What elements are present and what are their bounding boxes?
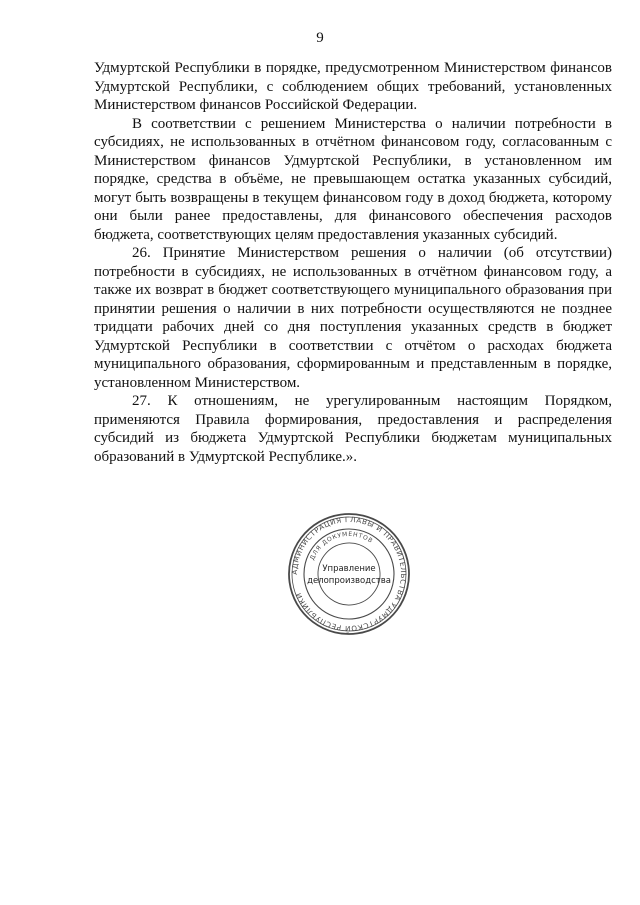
page-number: 9 <box>316 30 324 46</box>
paragraph-item-26: 26. Принятие Министерством решения о наличии (об отсутствии) потребности в субсидиях, не использованных в отчётном финансовом году, а также их возврат в бюджет соответствующего муниципального образования при принятии решения о наличии в них потребности осуществляются не позднее тридцати рабочих дней со дня поступления указанных средств в бюджет Удмуртской Республики в соответствии с отчётом о расходах бюджета муниципального образования, сформированным и представленным в порядке, установленном Министерством. <box>94 245 612 391</box>
seal-inner-circle <box>314 539 384 609</box>
seal-inner-text: ДЛЯ ДОКУМЕНТОВ <box>308 530 375 562</box>
seal-outer-text: АДМИНИСТРАЦИЯ ГЛАВЫ И ПРАВИТЕЛЬСТВА УДМУРТСКОЙ РЕСПУБЛИКИ <box>289 514 409 634</box>
seal-center-line-2: делопроизводства <box>307 576 391 586</box>
seal-center-line-1: Управление <box>322 564 376 574</box>
seal-outer-inner-circle <box>286 511 412 637</box>
seal-outer-circle <box>286 511 412 637</box>
document-body <box>94 59 612 466</box>
seal-graphic <box>286 511 412 637</box>
paragraph-return-funds: В соответствии с решением Министерства о наличии потребности в субсидиях, не использованных в отчётном финансовом году, согласованным с Министерством финансов Удмуртской Республики, в установленном им порядке, средства в объёме, не превышающем остатка указанных субсидий, могут быть возвращены в текущем финансовом году в доход бюджета, которому они были ранее предоставлены, для финансового обеспечения расходов бюджета, соответствующих целям предоставления указанных субсидий. <box>94 115 612 243</box>
official-seal-stamp <box>286 511 412 637</box>
paragraph-continuation: Удмуртской Республики в порядке, предусмотренном Министерством финансов Удмуртской Республики, с соблюдением общих требований, установленных Министерством финансов Российской Федерации. <box>94 60 612 113</box>
paragraph-item-27: 27. К отношениям, не урегулированным настоящим Порядком, применяются Правила формирования, предоставления и распределения субсидий из бюджета Удмуртской Республики бюджетам муниципальных образований в Удмуртской Республике.». <box>94 393 612 465</box>
